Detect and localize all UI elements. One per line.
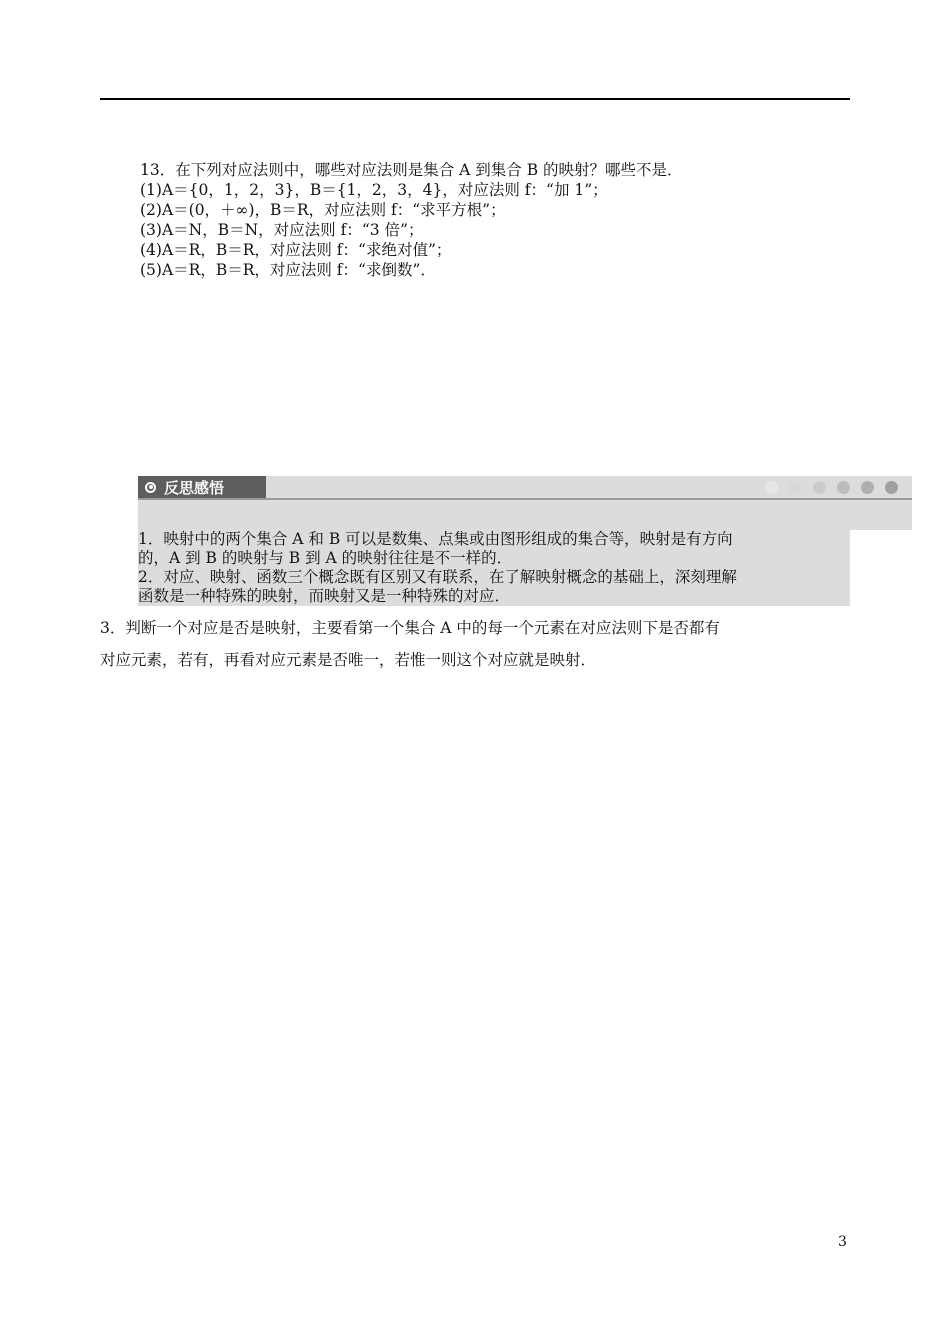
question-13 xyxy=(140,160,840,280)
header-rule xyxy=(100,98,850,100)
point-3-line-1: 3．判断一个对应是否是映射，主要看第一个集合 A 中的每一个元素在对应法则下是否都有 xyxy=(100,619,720,637)
question-item-3: (3)A＝N，B＝N，对应法则 f：“3 倍”； xyxy=(140,221,424,239)
dot-icon xyxy=(885,481,898,494)
reflection-banner xyxy=(138,476,912,530)
question-title: 13．在下列对应法则中，哪些对应法则是集合 A 到集合 B 的映射？哪些不是． xyxy=(140,161,683,179)
reflection-heading: 反思感悟 xyxy=(164,478,225,497)
reflection-point-3 xyxy=(100,612,852,676)
question-item-4: (4)A＝R，B＝R，对应法则 f：“求绝对值”； xyxy=(140,241,452,259)
reflection-point-1 xyxy=(138,530,850,568)
reflection-points xyxy=(138,530,850,606)
point-3-line-2: 对应元素，若有，再看对应元素是否唯一，若惟一则这个对应就是映射． xyxy=(100,651,597,669)
question-item-1: (1)A＝{0，1，2，3}，B＝{1，2，3，4}，对应法则 f：“加 1”； xyxy=(140,181,608,199)
circle-bullet-icon xyxy=(145,482,156,493)
dot-icon xyxy=(789,481,802,494)
page-number: 3 xyxy=(838,1234,847,1250)
question-item-5: (5)A＝R，B＝R，对应法则 f：“求倒数”． xyxy=(140,261,436,279)
dot-icon xyxy=(813,481,826,494)
decorative-dots xyxy=(765,481,898,494)
reflection-point-2 xyxy=(138,568,850,606)
point-1-line-1: 1．映射中的两个集合 A 和 B 可以是数集、点集或由图形组成的集合等，映射是有方向 xyxy=(138,530,733,548)
reflection-heading-box xyxy=(138,476,266,498)
point-2-line-2: 函数是一种特殊的映射，而映射又是一种特殊的对应． xyxy=(138,587,511,605)
dot-icon xyxy=(861,481,874,494)
dot-icon xyxy=(765,481,778,494)
dot-icon xyxy=(837,481,850,494)
question-item-2: (2)A＝(0，＋∞)，B＝R，对应法则 f：“求平方根”； xyxy=(140,201,506,219)
banner-stripe xyxy=(138,498,912,500)
point-1-line-2: 的，A 到 B 的映射与 B 到 A 的映射往往是不一样的． xyxy=(138,549,513,567)
point-2-line-1: 2．对应、映射、函数三个概念既有区别又有联系，在了解映射概念的基础上，深刻理解 xyxy=(138,568,737,586)
